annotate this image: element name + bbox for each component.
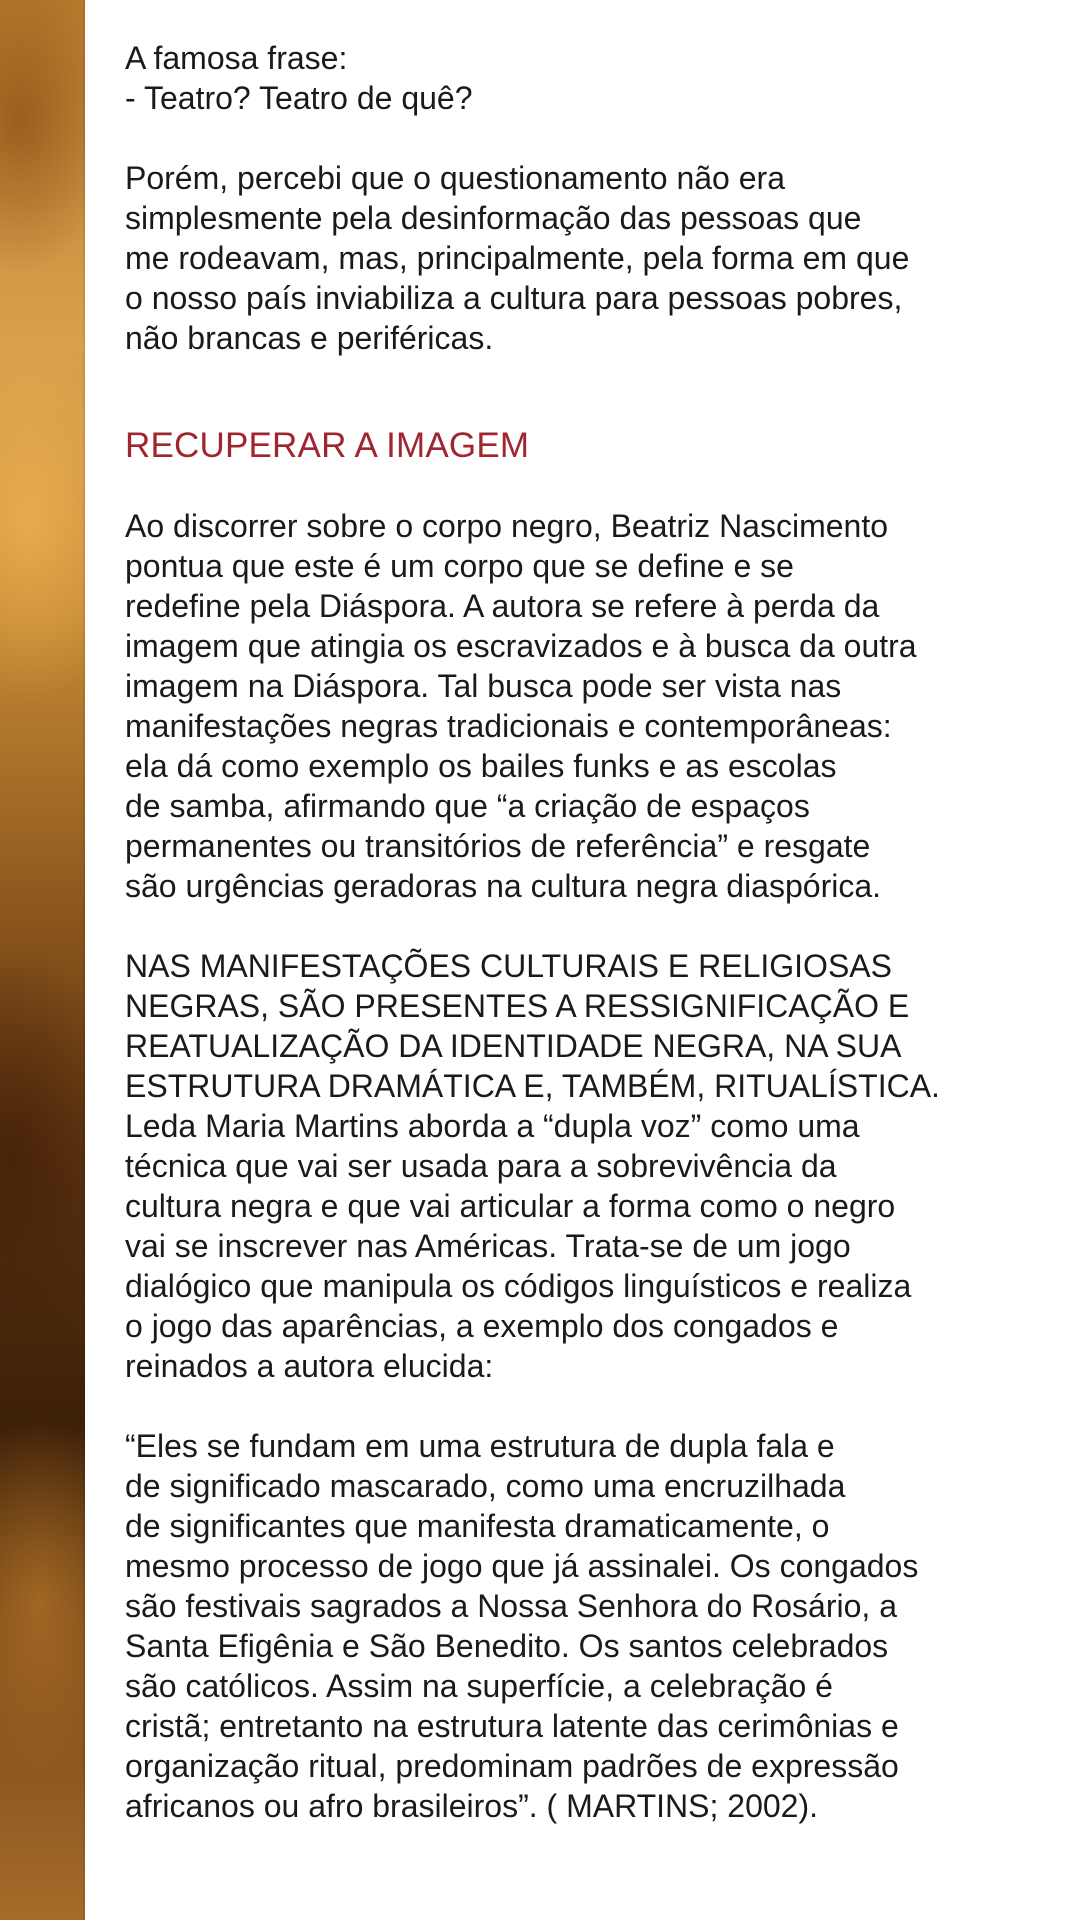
paragraph-dupla-voz: NAS MANIFESTAÇÕES CULTURAIS E RELIGIOSAS NEGRAS, SÃO PRESENTES A RESSIGNIFICAÇÃO E REATUALIZAÇÃO DA IDENTIDADE NEGRA, NA SUA ESTRUTURA DRAMÁTICA E, TAMBÉM, RITUALÍSTICA. Leda Maria Martins aborda a “dupla voz” como uma técnica que vai ser usada para a sobrevivência da cultura negra e que vai articular a forma como o negro vai se inscrever nas Américas. Trata-se de um jogo dialógico que manipula os códigos linguísticos e realiza o jogo das aparências, a exemplo dos congados e reinados a autora elucida: bbox=[125, 948, 940, 1384]
quote-martins: “Eles se fundam em uma estrutura de dupla fala e de significado mascarado, como uma encruzilhada de significantes que manifesta dramaticamente, o mesmo processo de jogo que já assinalei. Os congados são festivais sagrados a Nossa Senhora do Rosário, a Santa Efigênia e São Benedito. Os santos celebrados são católicos. Assim na superfície, a celebração é cristã; entretanto na estrutura latente das cerimônias e organização ritual, predominam padrões de expressão africanos ou afro brasileiros”. ( MARTINS; 2002). bbox=[125, 1428, 919, 1824]
paragraph-desinformacao: Porém, percebi que o questionamento não era simplesmente pela desinformação das pessoas que me rodeavam, mas, principalmente, pela forma em que o nosso país inviabiliza a cultura para pessoas pobres, não brancas e periféricas. bbox=[125, 160, 910, 356]
spacer bbox=[125, 466, 1040, 506]
side-photo-strip bbox=[0, 0, 85, 1920]
intro-line-1: A famosa frase: bbox=[125, 40, 348, 76]
section-heading: RECUPERAR A IMAGEM bbox=[125, 426, 530, 465]
article-body bbox=[125, 38, 1040, 1826]
spacer bbox=[125, 358, 1040, 426]
spacer bbox=[125, 118, 1040, 158]
intro-line-2: - Teatro? Teatro de quê? bbox=[125, 80, 473, 116]
paragraph-corpo-negro: Ao discorrer sobre o corpo negro, Beatriz Nascimento pontua que este é um corpo que se define e se redefine pela Diáspora. A autora se refere à perda da imagem que atingia os escravizados e à busca da outra imagem na Diáspora. Tal busca pode ser vista nas manifestações negras tradicionais e contemporâneas: ela dá como exemplo os bailes funks e as escolas de samba, afirmando que “a criação de espaços permanentes ou transitórios de referência” e resgate são urgências geradoras na cultura negra diaspórica. bbox=[125, 508, 917, 904]
spacer bbox=[125, 1386, 1040, 1426]
spacer bbox=[125, 906, 1040, 946]
